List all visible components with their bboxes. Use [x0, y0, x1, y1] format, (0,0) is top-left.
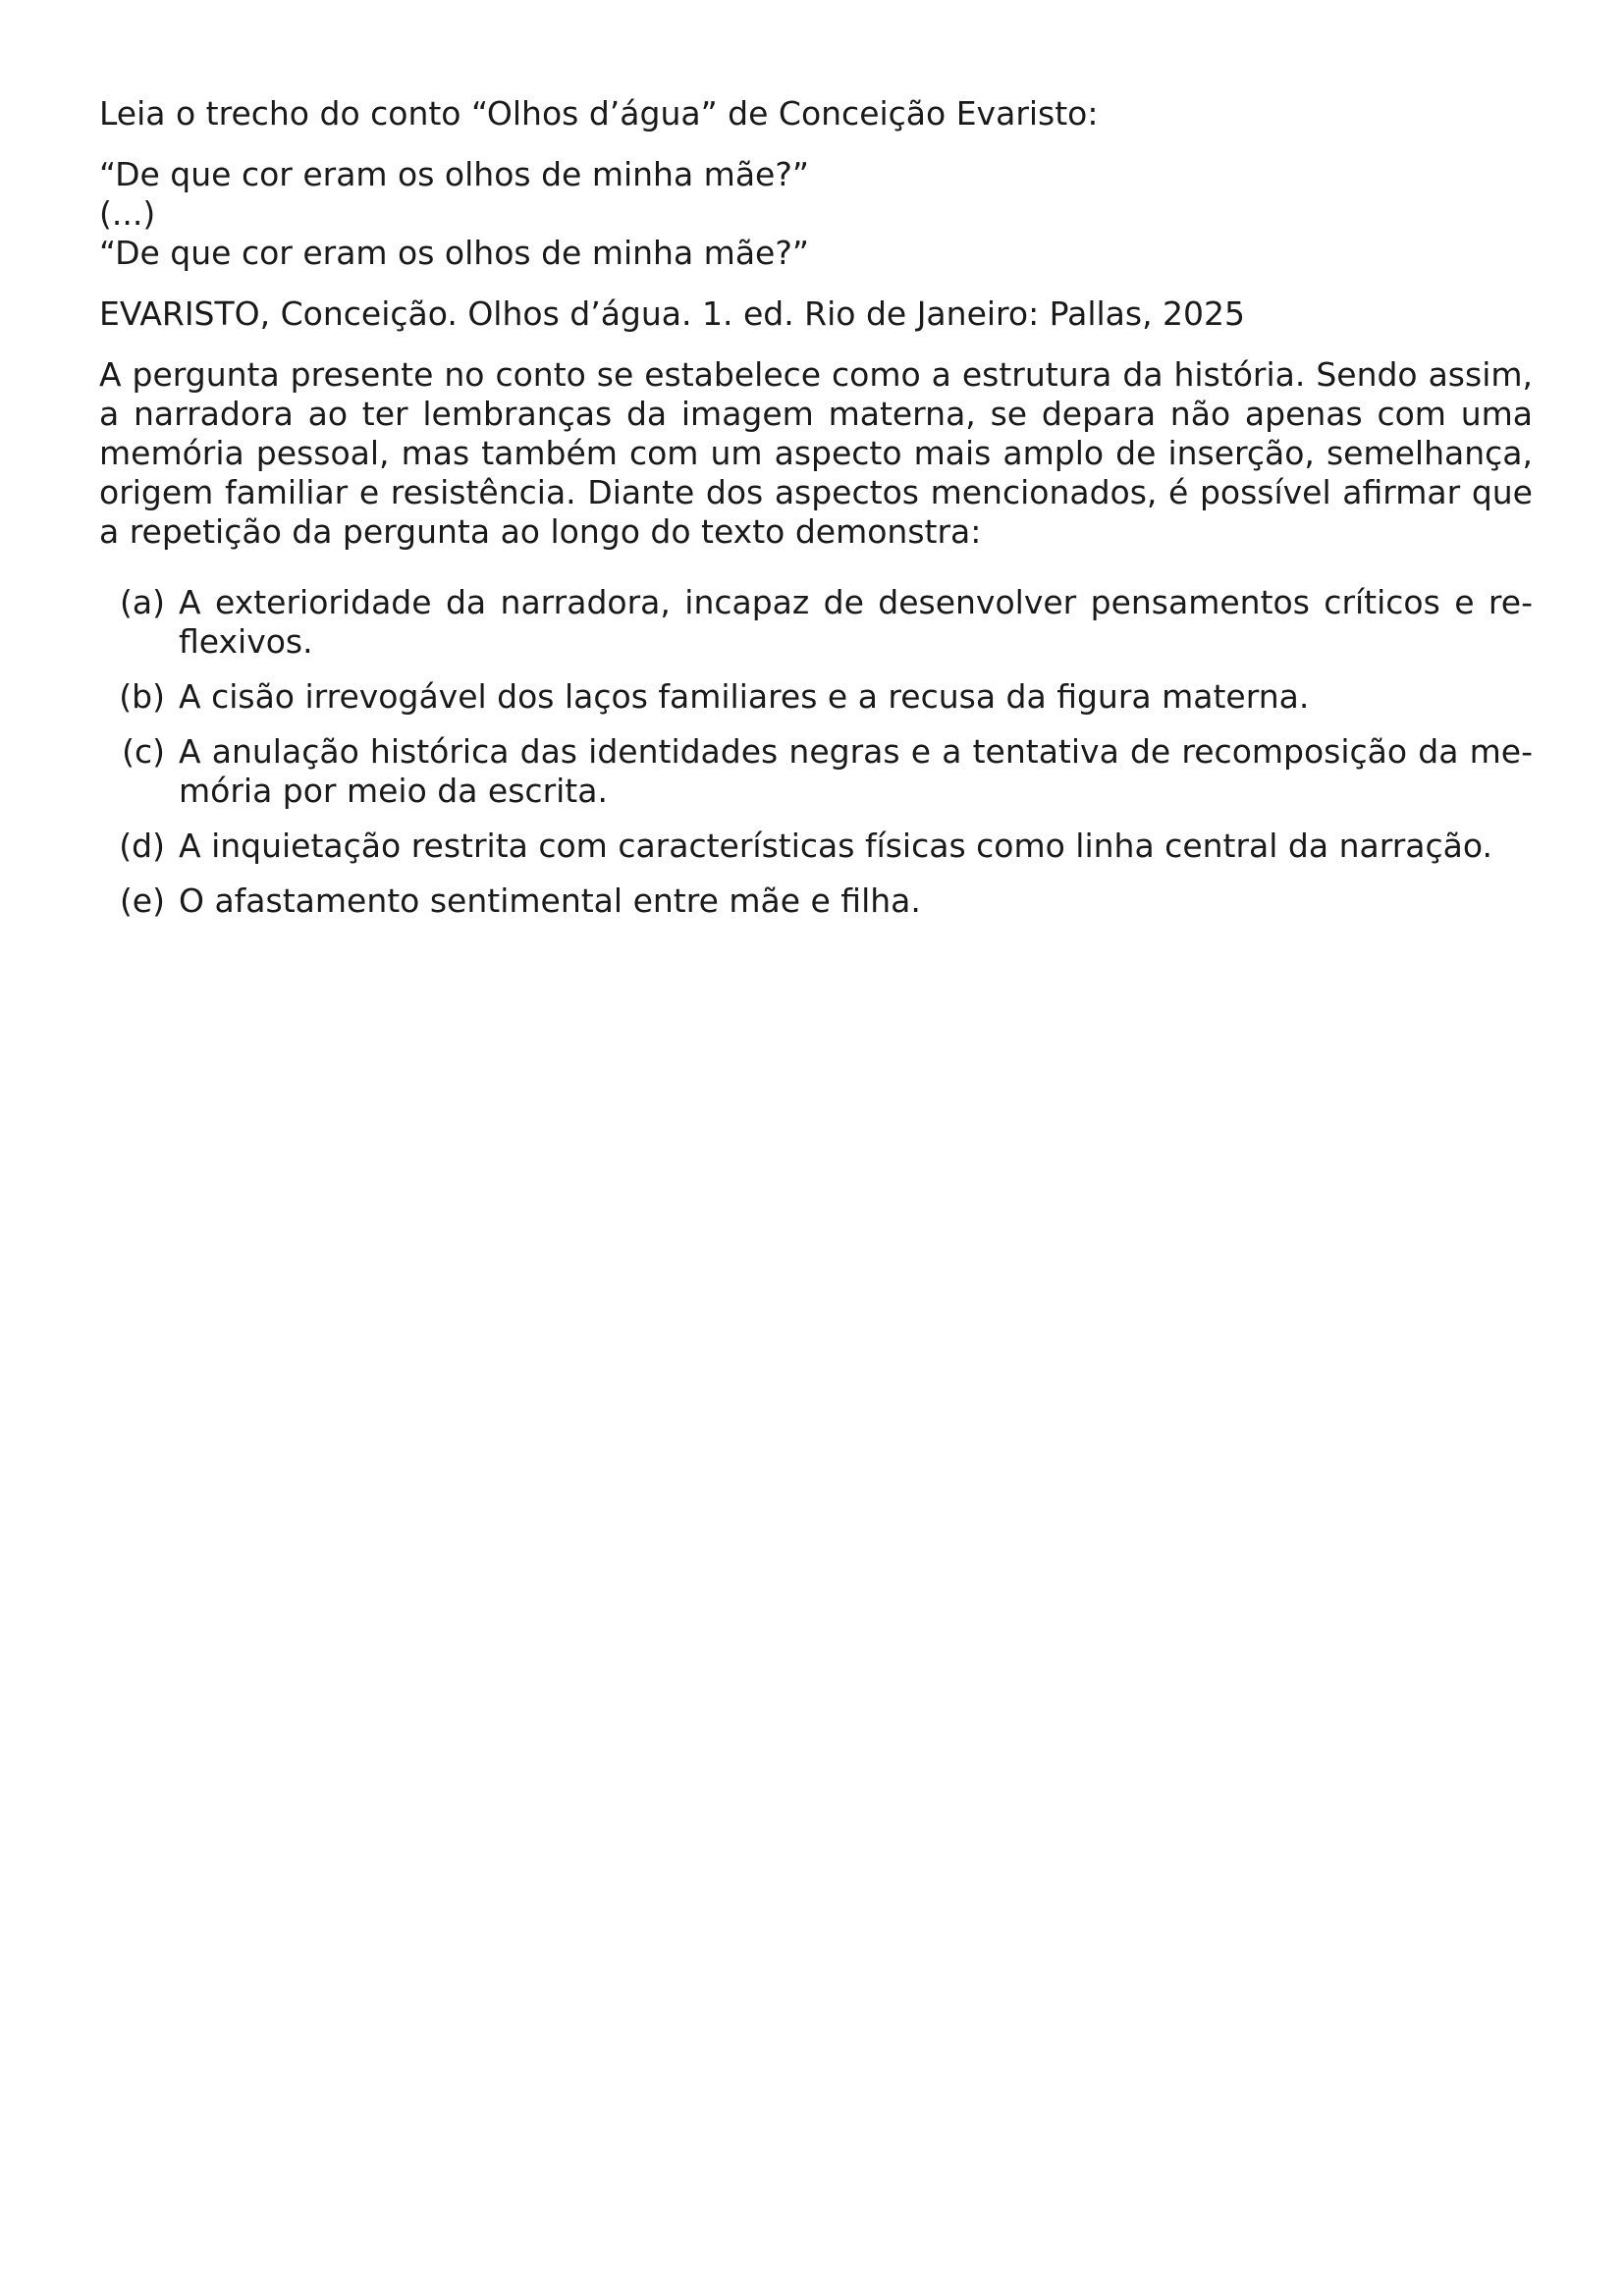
intro-text: Leia o trecho do conto “Olhos d’água” de Conceição Evaristo:: [99, 94, 1099, 133]
quote-line: “De que cor eram os olhos de minha mãe?”: [99, 234, 809, 272]
document-page: [99, 94, 1533, 936]
question-statement: A pergunta presente no conto se estabelece como a estrutura da história. Sendo assim, a narradora ao ter lembranças da imagem materna, se depara não apenas com uma memória pessoal, mas também com um aspecto mais amplo de inserção, semelhança, origem familiar e resistência. Diante dos aspectos mencionados, é possível afirmar que a repetição da pergunta ao longo do texto demonstra:: [99, 355, 1533, 551]
option-c[interactable]: [99, 732, 1533, 811]
answer-options: [99, 583, 1533, 921]
option-letter: (e): [119, 881, 165, 920]
option-text: A exterioridade da narradora, incapaz de desenvolver pensamentos críticos e reflexivos.: [179, 583, 1533, 661]
option-text: A inquietação restrita com características físicas como linha central da narração.: [179, 827, 1492, 865]
option-d[interactable]: [99, 827, 1533, 866]
quote-line: “De que cor eram os olhos de minha mãe?”: [99, 155, 809, 193]
option-letter: (a): [120, 583, 165, 621]
option-letter: (c): [122, 732, 165, 771]
option-text: A cisão irrevogável dos laços familiares e a recusa da figura materna.: [179, 677, 1310, 716]
quote-ellipsis: (...): [99, 194, 156, 233]
quote-block: [99, 155, 1533, 273]
option-e[interactable]: [99, 881, 1533, 921]
option-text: O afastamento sentimental entre mãe e filha.: [179, 881, 921, 920]
option-letter: (d): [119, 827, 165, 865]
option-text: A anulação histórica das identidades negras e a tentativa de recomposição da memória por meio da escrita.: [179, 732, 1533, 810]
option-a[interactable]: [99, 583, 1533, 662]
bibliographic-reference: EVARISTO, Conceição. Olhos d’água. 1. ed. Rio de Janeiro: Pallas, 2025: [99, 294, 1246, 333]
option-b[interactable]: [99, 677, 1533, 717]
option-letter: (b): [119, 677, 165, 716]
